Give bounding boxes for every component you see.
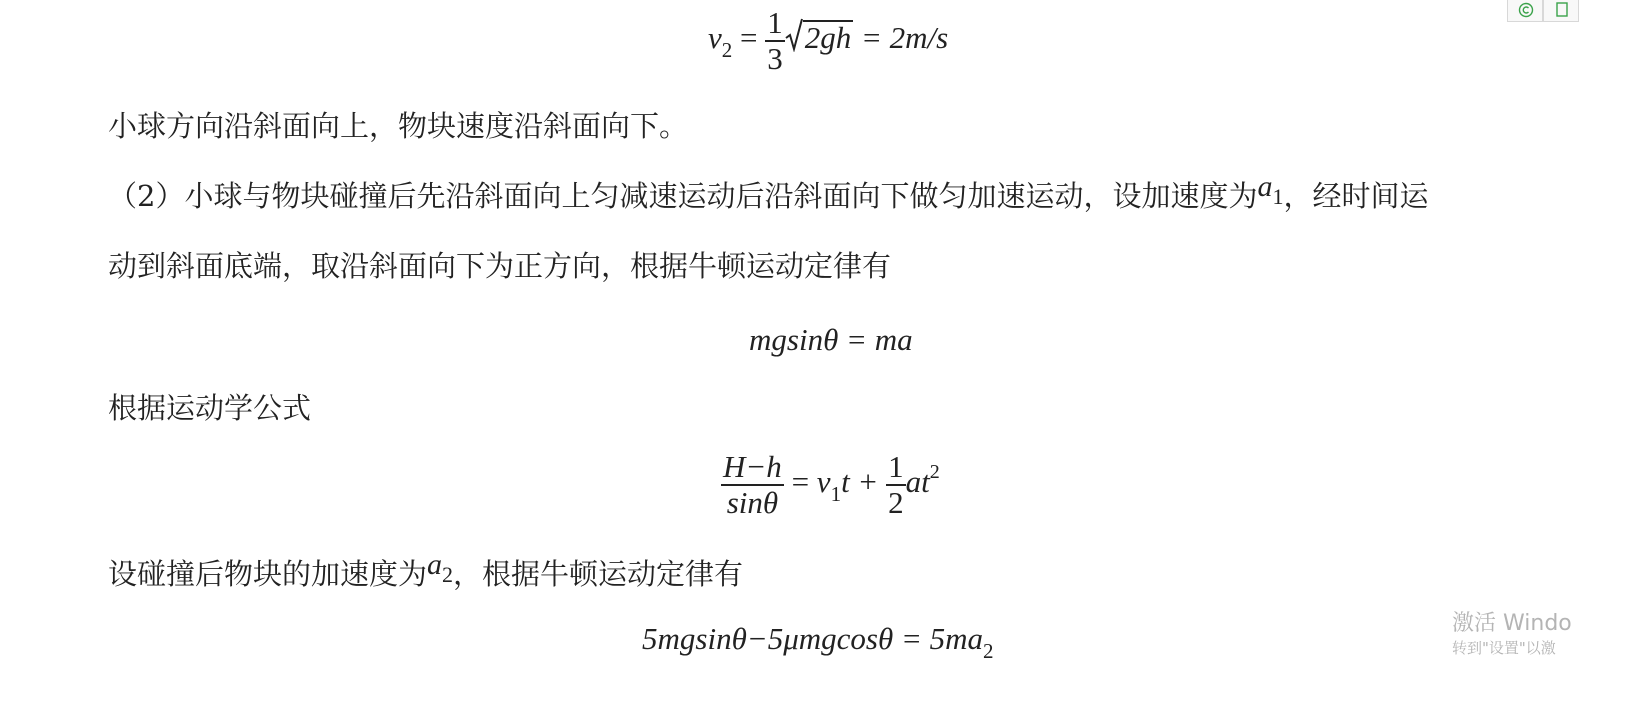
equation-newton: mgsinθ = ma — [749, 322, 913, 357]
equation-v2 — [708, 6, 948, 76]
subscript: 2 — [721, 38, 733, 63]
paragraph-text-tail: ，经时间运 — [1283, 179, 1429, 213]
fraction-denominator: sinθ — [726, 485, 779, 520]
term-at: at — [905, 464, 930, 500]
equals-sign: = — [740, 20, 758, 56]
equals-sign: = — [791, 464, 810, 500]
fraction-one-half — [886, 450, 906, 520]
copyright-icon-button[interactable] — [1507, 0, 1543, 22]
square-root — [785, 20, 854, 56]
document-icon — [1554, 2, 1570, 18]
var-v: v — [816, 464, 831, 500]
paragraph-part2-intro — [108, 170, 1429, 216]
var-a2: $a_2$ — [427, 548, 454, 587]
var-a1: $a_1$ — [1257, 170, 1284, 209]
subscript: 1 — [830, 482, 842, 507]
fraction-denominator: 3 — [767, 41, 783, 76]
fraction-one-third — [765, 6, 785, 76]
paragraph-text: 设碰撞后物块的加速度为 — [108, 557, 428, 591]
result-value: = 2m/s — [861, 20, 949, 56]
paragraph-text-tail: ，根据牛顿运动定律有 — [453, 557, 744, 591]
fraction-numerator: H−h — [723, 449, 782, 484]
copyright-icon — [1518, 2, 1534, 18]
activation-watermark-subtitle: 转到"设置"以激 — [1452, 639, 1556, 657]
paragraph-newton-law: 动到斜面底端，取沿斜面向下为正方向，根据牛顿运动定律有 — [108, 249, 892, 283]
term-t-plus: t + — [841, 464, 879, 500]
paragraph-block-acceleration — [108, 548, 744, 594]
superscript: 2 — [929, 461, 940, 484]
activation-watermark-title: 激活 Windo — [1452, 611, 1572, 636]
fraction-numerator: 1 — [767, 5, 783, 40]
fraction-numerator: 1 — [888, 449, 904, 484]
fraction-distance — [721, 450, 784, 520]
equation-kinematics — [721, 450, 940, 520]
radical-sign-icon — [785, 18, 803, 52]
radicand: 2gh — [804, 20, 852, 56]
document-icon-button[interactable] — [1543, 0, 1579, 22]
subscript: 2 — [983, 639, 994, 663]
paragraph-direction: 小球方向沿斜面向上，物块速度沿斜面向下。 — [108, 109, 689, 143]
equation-block-newton — [642, 621, 994, 663]
var-v: v — [708, 20, 722, 56]
paragraph-text: （2）小球与物块碰撞后先沿斜面向上匀减速运动后沿斜面向下做匀加速运动，设加速度为 — [108, 179, 1258, 213]
equation-main: 5mgsinθ−5μmgcosθ = 5ma — [642, 621, 984, 656]
fraction-denominator: 2 — [888, 485, 904, 520]
paragraph-kinematics: 根据运动学公式 — [108, 391, 312, 425]
